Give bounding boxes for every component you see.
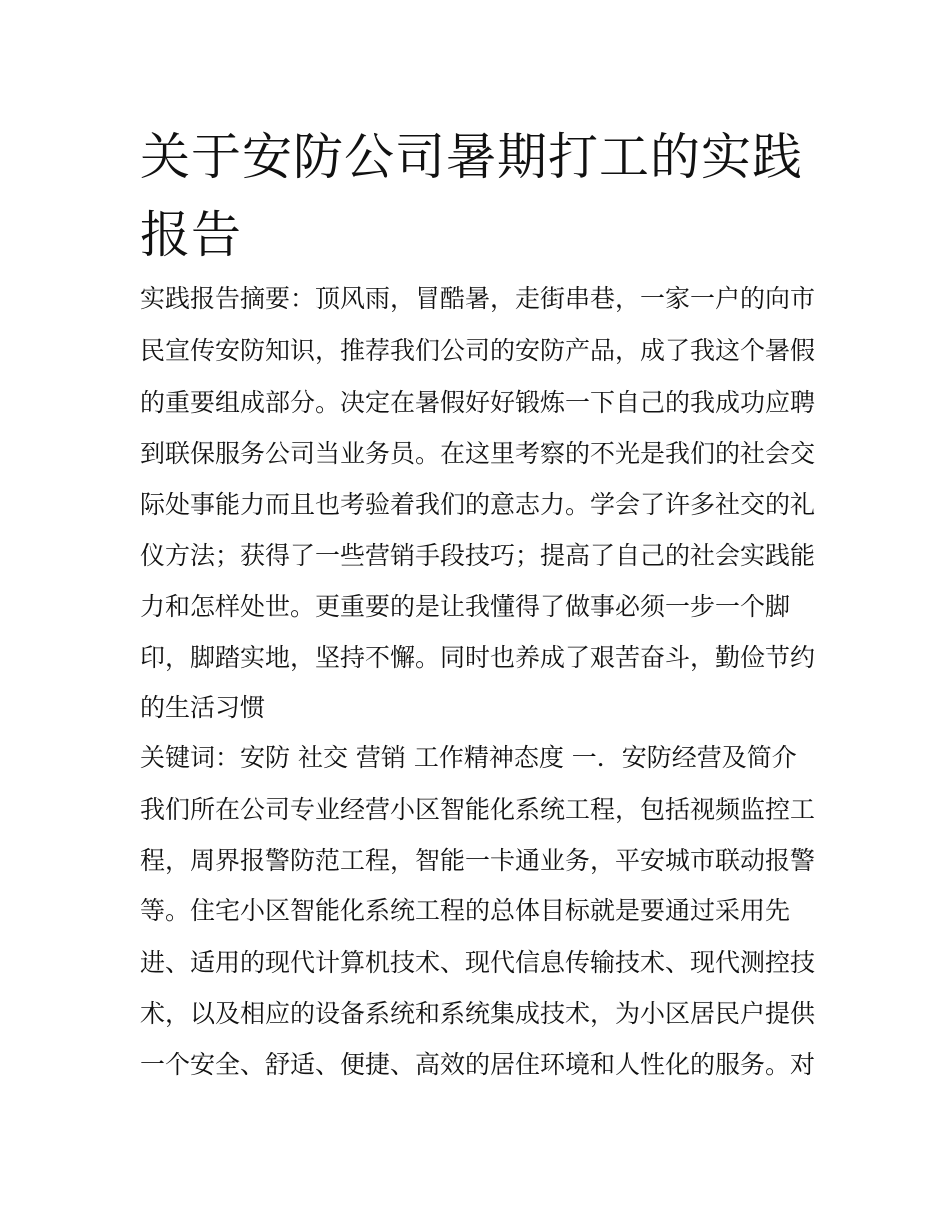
body-line: 到联保服务公司当业务员。在这里考察的不光是我们的社会交 [140,439,816,468]
body-line: 实践报告摘要：顶风雨，冒酷暑，走街串巷，一家一户的向市 [140,284,816,313]
body-line: 印，脚踏实地，坚持不懈。同时也养成了艰苦奋斗，勤俭节约 [140,643,816,672]
body-line: 的生活习惯 [140,693,266,722]
body-line: 的重要组成部分。决定在暑假好好锻炼一下自己的我成功应聘 [140,388,816,417]
title-line-2: 报告 [140,206,242,264]
body-line: 我们所在公司专业经营小区智能化系统工程，包括视频监控工 [140,795,816,824]
keywords-line: 关键词：安防 社交 营销 工作精神态度 一．安防经营及简介 [140,743,797,772]
body-line: 等。住宅小区智能化系统工程的总体目标就是要通过采用先 [140,896,791,925]
body-line: 进、适用的现代计算机技术、现代信息传输技术、现代测控技 [140,948,816,977]
body-line: 仪方法；获得了一些营销手段技巧；提高了自己的社会实践能 [140,541,816,570]
body-line: 术，以及相应的设备系统和系统集成技术，为小区居民户提供 [140,999,816,1028]
title-line-1: 关于安防公司暑期打工的实践 [140,128,803,186]
body-line: 力和怎样处世。更重要的是让我懂得了做事必须一步一个脚 [140,592,791,621]
body-line: 际处事能力而且也考验着我们的意志力。学会了许多社交的礼 [140,490,816,519]
body-line: 民宣传安防知识，推荐我们公司的安防产品，成了我这个暑假 [140,336,816,365]
page-title [140,118,820,274]
body-line: 程，周界报警防范工程，智能一卡通业务，平安城市联动报警 [140,846,816,875]
body-line: 一个安全、舒适、便捷、高效的居住环境和人性化的服务。对 [140,1050,816,1079]
